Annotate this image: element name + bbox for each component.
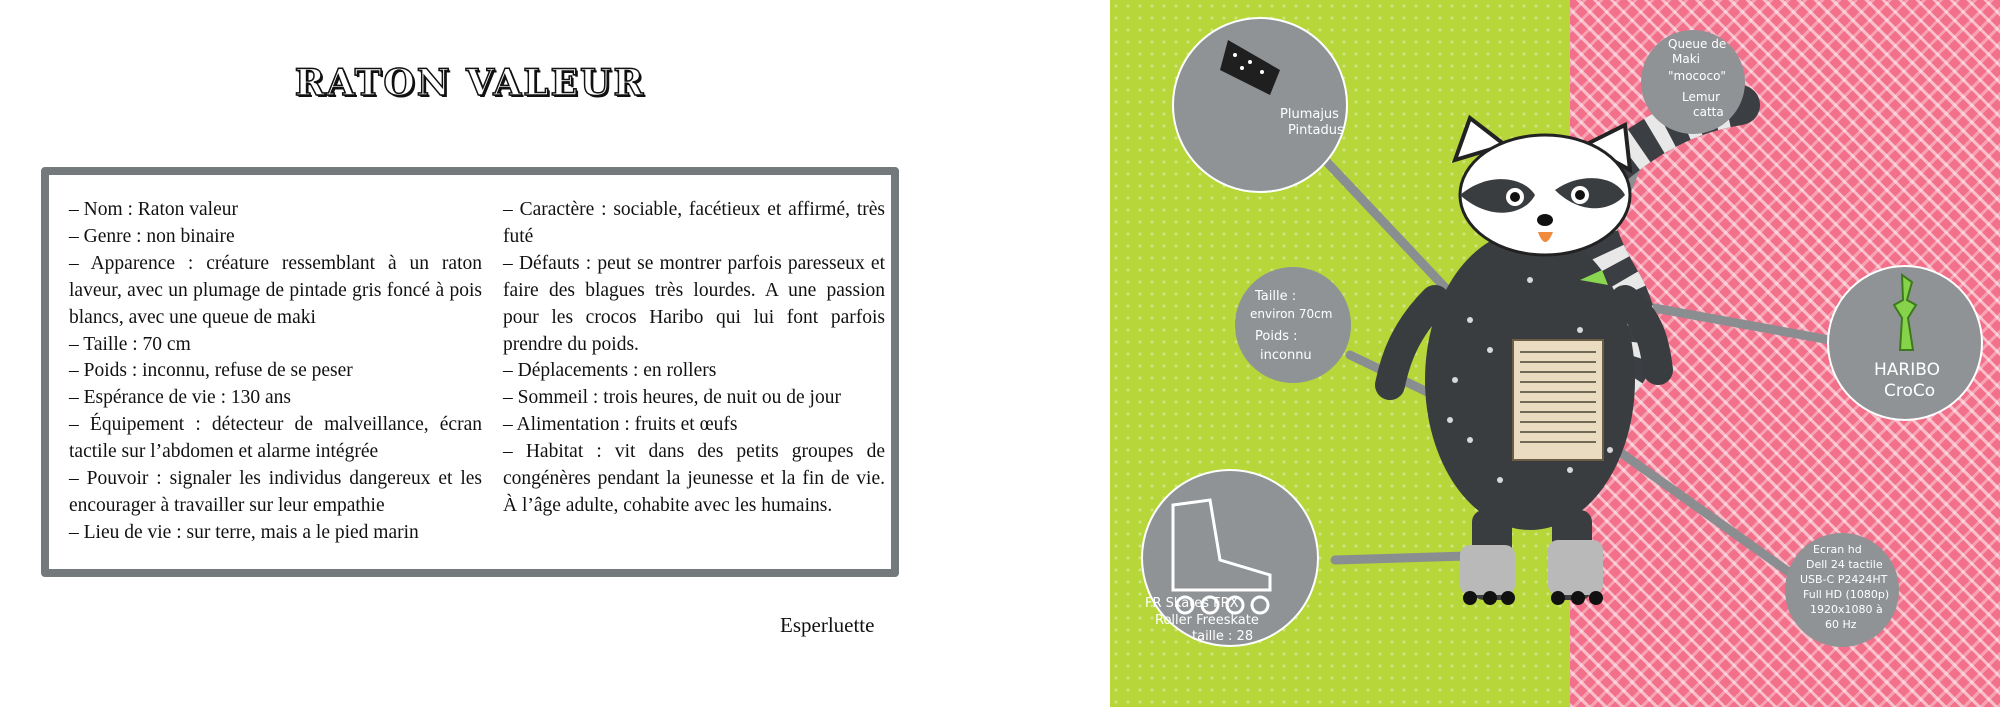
info-item-equipement: – Équipement : détecteur de malveillance, écran tactile sur l’abdomen et alarme intégrée	[69, 414, 482, 463]
plumage-label-1: Plumajus	[1280, 107, 1339, 122]
right-roller-icon	[1548, 540, 1603, 595]
skates-circle	[1142, 470, 1318, 646]
screen-label-4: Full HD (1080p)	[1803, 588, 1890, 601]
maki-label-4: Lemur	[1682, 90, 1721, 104]
maki-label-1: Queue de	[1668, 37, 1727, 51]
info-frame	[41, 167, 899, 577]
haribo-circle	[1828, 266, 1982, 420]
info-item-esperance: – Espérance de vie : 130 ans	[69, 387, 292, 409]
signature: Esperluette	[780, 613, 875, 637]
info-item-nom: – Nom : Raton valeur	[69, 199, 238, 220]
skates-label-1: FR Skates FRX	[1145, 596, 1239, 611]
screen-label-2: Dell 24 tactile	[1806, 558, 1883, 571]
info-column-right	[503, 197, 885, 520]
size-circle	[1235, 267, 1351, 383]
plumage-circle	[1173, 18, 1347, 192]
plumage-label-2: Pintadus	[1288, 123, 1344, 138]
size-label-4: inconnu	[1260, 348, 1312, 363]
left-roller-icon	[1460, 545, 1515, 595]
info-item-deplacements: – Déplacements : en rollers	[503, 360, 717, 382]
info-item-defauts: – Défauts : peut se montrer parfois paresseux et faire des blagues très lourdes. A une passion pour les crocos Haribo qui lui font parfois prendre du poids.	[503, 252, 885, 355]
maki-label-2: Maki	[1672, 52, 1700, 66]
page-title: RATON VALEUR	[294, 62, 646, 104]
info-item-poids: – Poids : inconnu, refuse de se peser	[69, 360, 353, 382]
raccoon-illustration	[1110, 0, 2000, 707]
maki-label-5: catta	[1693, 105, 1724, 119]
info-item-pouvoir: – Pouvoir : signaler les individus dangereux et les encourager à travailler sur leur empathie	[69, 468, 482, 516]
info-item-alimentation: – Alimentation : fruits et œufs	[503, 414, 738, 436]
size-label-2: environ 70cm	[1250, 307, 1333, 321]
haribo-label-1: HARIBO	[1874, 360, 1940, 380]
info-item-taille: – Taille : 70 cm	[69, 333, 191, 355]
size-label-1: Taille :	[1255, 289, 1297, 304]
haribo-label-2: CroCo	[1884, 381, 1936, 401]
info-item-apparence: – Apparence : créature ressemblant à un raton laveur, avec un plumage de pintade gris foncé à pois blancs, avec une queue de maki	[69, 252, 482, 328]
info-item-lieu: – Lieu de vie : sur terre, mais a le pied marin	[69, 521, 419, 543]
screen-label-5: 1920x1080 à	[1810, 603, 1883, 616]
maki-circle	[1641, 30, 1745, 134]
size-label-3: Poids :	[1255, 329, 1298, 344]
maki-label-3: "mococo"	[1668, 69, 1726, 83]
info-item-caractere: – Caractère : sociable, facétieux et affirmé, très futé	[503, 199, 885, 247]
screen-label-3: USB-C P2424HT	[1800, 573, 1888, 586]
screen-label-6: 60 Hz	[1825, 618, 1857, 631]
screen-circle	[1785, 533, 1899, 647]
info-column-left	[69, 197, 482, 547]
skates-label-3: taille : 28	[1192, 629, 1254, 644]
skates-label-2: Roller Freeskate	[1155, 613, 1259, 628]
screen-label-1: Ecran hd	[1813, 543, 1862, 556]
info-item-sommeil: – Sommeil : trois heures, de nuit ou de jour	[503, 387, 841, 409]
info-item-habitat: – Habitat : vit dans des petits groupes de congénères pendant la jeunesse et la fin de vie. À l’âge adulte, cohabite avec les humains.	[503, 441, 885, 516]
illustration-page	[1110, 0, 2000, 707]
info-item-genre: – Genre : non binaire	[69, 225, 235, 247]
